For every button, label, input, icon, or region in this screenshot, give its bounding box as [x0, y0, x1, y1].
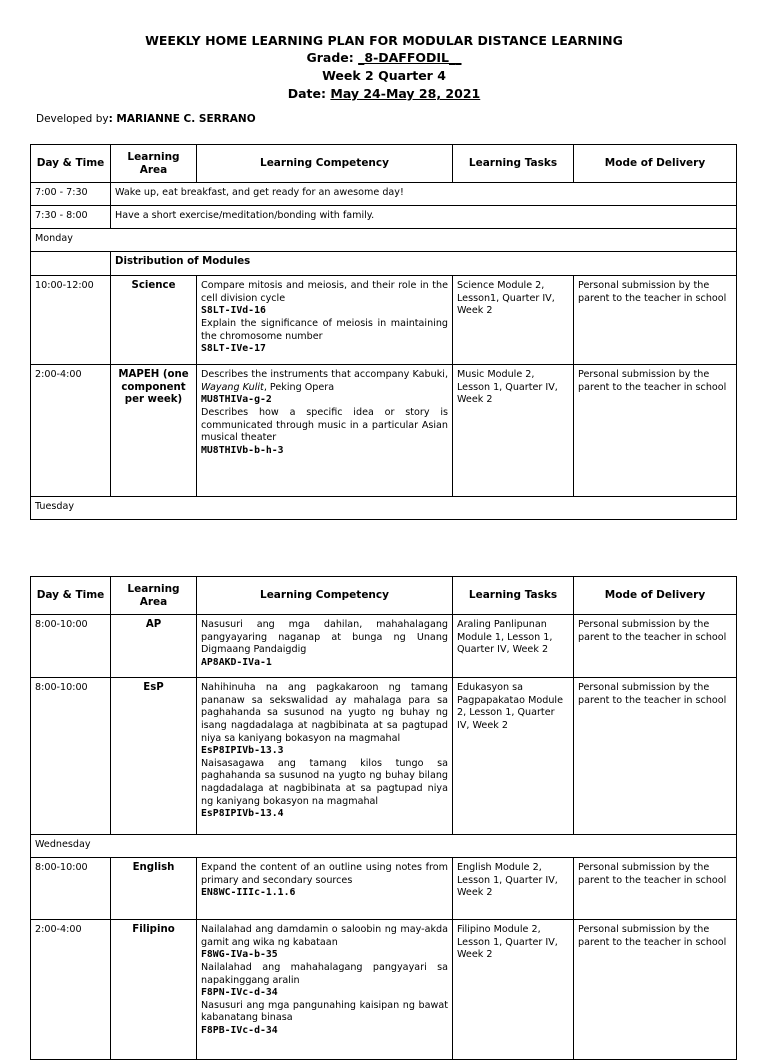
col-header-mode-of-delivery: Mode of Delivery	[574, 145, 737, 183]
time-cell: 8:00-10:00	[31, 678, 111, 835]
date-value: May 24-May 28, 2021	[330, 86, 481, 101]
routine-cell: Wake up, eat breakfast, and get ready for an awesome day!	[111, 183, 737, 206]
routine-cell: Have a short exercise/meditation/bonding with family.	[111, 206, 737, 229]
developed-by	[36, 113, 256, 125]
competency-code: MU8THIVb-b-h-3	[201, 444, 284, 456]
competency-text: Describes how a specific idea or story is communicated through music in a particular Asian musical theater	[201, 406, 448, 444]
developer-name: : MARIANNE C. SERRANO	[108, 113, 256, 125]
day-row-monday	[31, 229, 737, 252]
day-row-wednesday	[31, 835, 737, 858]
competency-text-italic: Wayang Kulit	[201, 381, 264, 393]
col-header-learning-tasks: Learning Tasks	[453, 145, 574, 183]
competency-text: Nasusuri ang mga dahilan, mahahalagang pangyayaring naganap at bunga ng Unang Digmaang Pandaigdig	[201, 619, 448, 656]
date-label: Date:	[287, 86, 331, 101]
delivery-cell: Personal submission by the parent to the teacher in school	[574, 276, 737, 365]
competency-code: EsP8IPIVb-13.4	[201, 808, 284, 820]
table-row	[31, 365, 737, 497]
competency-code: S8LT-IVe-17	[201, 343, 266, 355]
col-header-day-time: Day & Time	[31, 577, 111, 615]
table-row	[31, 183, 737, 206]
competency-cell	[197, 615, 453, 678]
competency-text: Nailalahad ang mahahalagang pangyayari sa napakinggang aralin	[201, 961, 448, 986]
table-row	[31, 858, 737, 920]
time-cell: 8:00-10:00	[31, 615, 111, 678]
learning-area-cell: English	[111, 858, 197, 920]
competency-text: Naisasagawa ang tamang kilos tungo sa paghahanda sa susunod na yugto ng buhay bilang nagdadalaga at nagbibinata at sa pagtupad niya ng kaniyang bokasyon na magmahal	[201, 757, 448, 807]
competency-cell	[197, 920, 453, 1060]
tasks-cell: Science Module 2, Lesson1, Quarter IV, Week 2	[453, 276, 574, 365]
competency-text: Compare mitosis and meiosis, and their role in the cell division cycle	[201, 280, 448, 304]
competency-code: S8LT-IVd-16	[201, 305, 266, 317]
distribution-label: Distribution of Modules	[115, 256, 251, 268]
competency-text: Expand the content of an outline using notes from primary and secondary sources	[201, 862, 448, 886]
table-row	[31, 276, 737, 365]
competency-code: F8PB-IVc-d-34	[201, 1024, 278, 1036]
competency-code: AP8AKD-IVa-1	[201, 656, 272, 668]
col-header-mode-of-delivery: Mode of Delivery	[574, 577, 737, 615]
time-cell: 8:00-10:00	[31, 858, 111, 920]
tasks-cell: Music Module 2, Lesson 1, Quarter IV, Week 2	[453, 365, 574, 497]
week-line: Week 2 Quarter 4	[322, 68, 446, 83]
competency-text: Nailalahad ang damdamin o saloobin ng may-akda gamit ang wika ng kabataan	[201, 924, 448, 948]
col-header-learning-competency: Learning Competency	[197, 577, 453, 615]
col-header-learning-area: Learning Area	[111, 577, 197, 615]
day-label: Tuesday	[31, 497, 737, 520]
plan-table-1	[30, 144, 737, 520]
learning-area-cell: MAPEH (one component per week)	[111, 365, 197, 497]
delivery-cell: Personal submission by the parent to the teacher in school	[574, 615, 737, 678]
empty-cell	[31, 252, 111, 276]
competency-code: EsP8IPIVb-13.3	[201, 745, 284, 757]
day-row-tuesday	[31, 497, 737, 520]
table-row	[31, 920, 737, 1060]
competency-text-part: Describes the instruments that accompany Kabuki,	[201, 369, 448, 381]
grade-label: Grade:	[306, 50, 359, 65]
distribution-cell	[111, 252, 737, 276]
developed-by-label: Developed by	[36, 113, 109, 125]
tasks-cell: Filipino Module 2, Lesson 1, Quarter IV, Week 2	[453, 920, 574, 1060]
table-row	[31, 615, 737, 678]
competency-cell	[197, 858, 453, 920]
table-header-row	[31, 577, 737, 615]
competency-cell	[197, 276, 453, 365]
competency-code: EN8WC-IIIc-1.1.6	[201, 887, 296, 899]
document-title: WEEKLY HOME LEARNING PLAN FOR MODULAR DISTANCE LEARNING	[145, 33, 623, 48]
learning-area-cell: Science	[111, 276, 197, 365]
tasks-cell: Araling Panlipunan Module 1, Lesson 1, Quarter IV, Week 2	[453, 615, 574, 678]
competency-code: F8WG-IVa-b-35	[201, 949, 278, 961]
time-cell: 10:00-12:00	[31, 276, 111, 365]
competency-cell	[197, 365, 453, 497]
table-row	[31, 206, 737, 229]
learning-area-cell: Filipino	[111, 920, 197, 1060]
delivery-cell: Personal submission by the parent to the teacher in school	[574, 365, 737, 497]
competency-text: Nasusuri ang mga pangunahing kaisipan ng bawat kabanatang binasa	[201, 999, 448, 1024]
table-header-row	[31, 145, 737, 183]
col-header-learning-tasks: Learning Tasks	[453, 577, 574, 615]
competency-text	[201, 369, 448, 394]
tasks-cell: English Module 2, Lesson 1, Quarter IV, Week 2	[453, 858, 574, 920]
competency-cell	[197, 678, 453, 835]
learning-area-cell: AP	[111, 615, 197, 678]
grade-line	[0, 50, 768, 65]
date-line	[0, 86, 768, 101]
delivery-cell: Personal submission by the parent to the teacher in school	[574, 920, 737, 1060]
time-cell: 2:00-4:00	[31, 365, 111, 497]
time-cell: 7:30 - 8:00	[31, 206, 111, 229]
learning-area-cell: EsP	[111, 678, 197, 835]
table-row	[31, 252, 737, 276]
delivery-cell: Personal submission by the parent to the teacher in school	[574, 858, 737, 920]
competency-code: MU8THIVa-g-2	[201, 394, 272, 406]
competency-text: Explain the significance of meiosis in maintaining the chromosome number	[201, 317, 448, 342]
col-header-day-time: Day & Time	[31, 145, 111, 183]
competency-text-part: , Peking Opera	[263, 381, 335, 393]
plan-table-2	[30, 576, 737, 1060]
day-label: Monday	[31, 229, 737, 252]
tasks-cell: Edukasyon sa Pagpapakatao Module 2, Lesson 1, Quarter IV, Week 2	[453, 678, 574, 835]
grade-value: _8-DAFFODIL__	[358, 50, 462, 65]
competency-text: Nahihinuha na ang pagkakaroon ng tamang pananaw sa sekswalidad ay mahalaga para sa paghahanda sa susunod na yugto ng buhay ng isang nagdadalaga at nagbibinata at sa pagtupad niya sa kaniyang bokasyon na magmahal	[201, 682, 448, 744]
table-row	[31, 678, 737, 835]
time-cell: 7:00 - 7:30	[31, 183, 111, 206]
col-header-learning-competency: Learning Competency	[197, 145, 453, 183]
delivery-cell: Personal submission by the parent to the teacher in school	[574, 678, 737, 835]
day-label: Wednesday	[31, 835, 737, 858]
col-header-learning-area: Learning Area	[111, 145, 197, 183]
competency-code: F8PN-IVc-d-34	[201, 987, 278, 999]
time-cell: 2:00-4:00	[31, 920, 111, 1060]
